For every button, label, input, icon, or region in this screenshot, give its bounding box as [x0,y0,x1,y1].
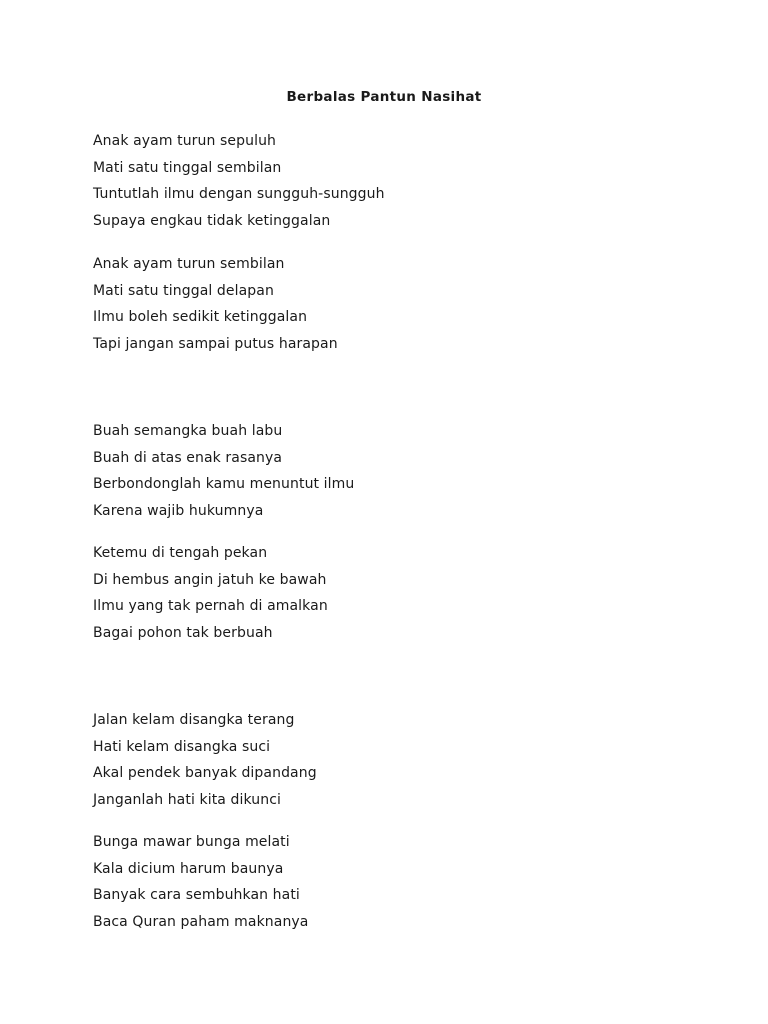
stanza-line: Ketemu di tengah pekan [93,545,268,561]
pantun-stanza-4 [93,540,328,646]
document-title: Berbalas Pantun Nasihat [286,89,482,105]
stanza-line: Tapi jangan sampai putus harapan [93,335,338,352]
stanza-line: Banyak cara sembuhkan hati [93,887,300,903]
stanza-line: Anak ayam turun sepuluh [93,133,277,149]
stanza-line: Mati satu tinggal delapan [93,282,274,299]
stanza-line: Berbondonglah kamu menuntut ilmu [93,476,355,492]
pantun-stanza-5 [93,707,317,813]
pantun-stanza-6 [93,829,308,935]
stanza-line: Akal pendek banyak dipandang [93,765,317,781]
stanza-line: Karena wajib hukumnya [93,502,264,519]
pantun-stanza-2 [93,251,338,357]
pantun-stanza-1 [93,128,385,234]
stanza-line: Buah semangka buah labu [93,423,283,439]
stanza-line: Bagai pohon tak berbuah [93,624,273,641]
pantun-stanza-3 [93,418,354,524]
stanza-line: Jalan kelam disangka terang [93,712,295,728]
stanza-line: Anak ayam turun sembilan [93,256,285,272]
stanza-line: Buah di atas enak rasanya [93,449,283,466]
stanza-line: Tuntutlah ilmu dengan sungguh-sungguh [93,186,385,202]
stanza-line: Mati satu tinggal sembilan [93,159,282,176]
stanza-line: Hati kelam disangka suci [93,738,271,755]
stanza-line: Ilmu boleh sedikit ketinggalan [93,309,308,325]
stanza-line: Ilmu yang tak pernah di amalkan [93,598,328,614]
stanza-line: Janganlah hati kita dikunci [93,791,281,808]
stanza-line: Bunga mawar bunga melati [93,834,290,850]
stanza-line: Baca Quran paham maknanya [93,913,309,930]
stanza-line: Supaya engkau tidak ketinggalan [93,212,331,229]
stanza-line: Kala dicium harum baunya [93,860,284,877]
stanza-line: Di hembus angin jatuh ke bawah [93,571,327,588]
